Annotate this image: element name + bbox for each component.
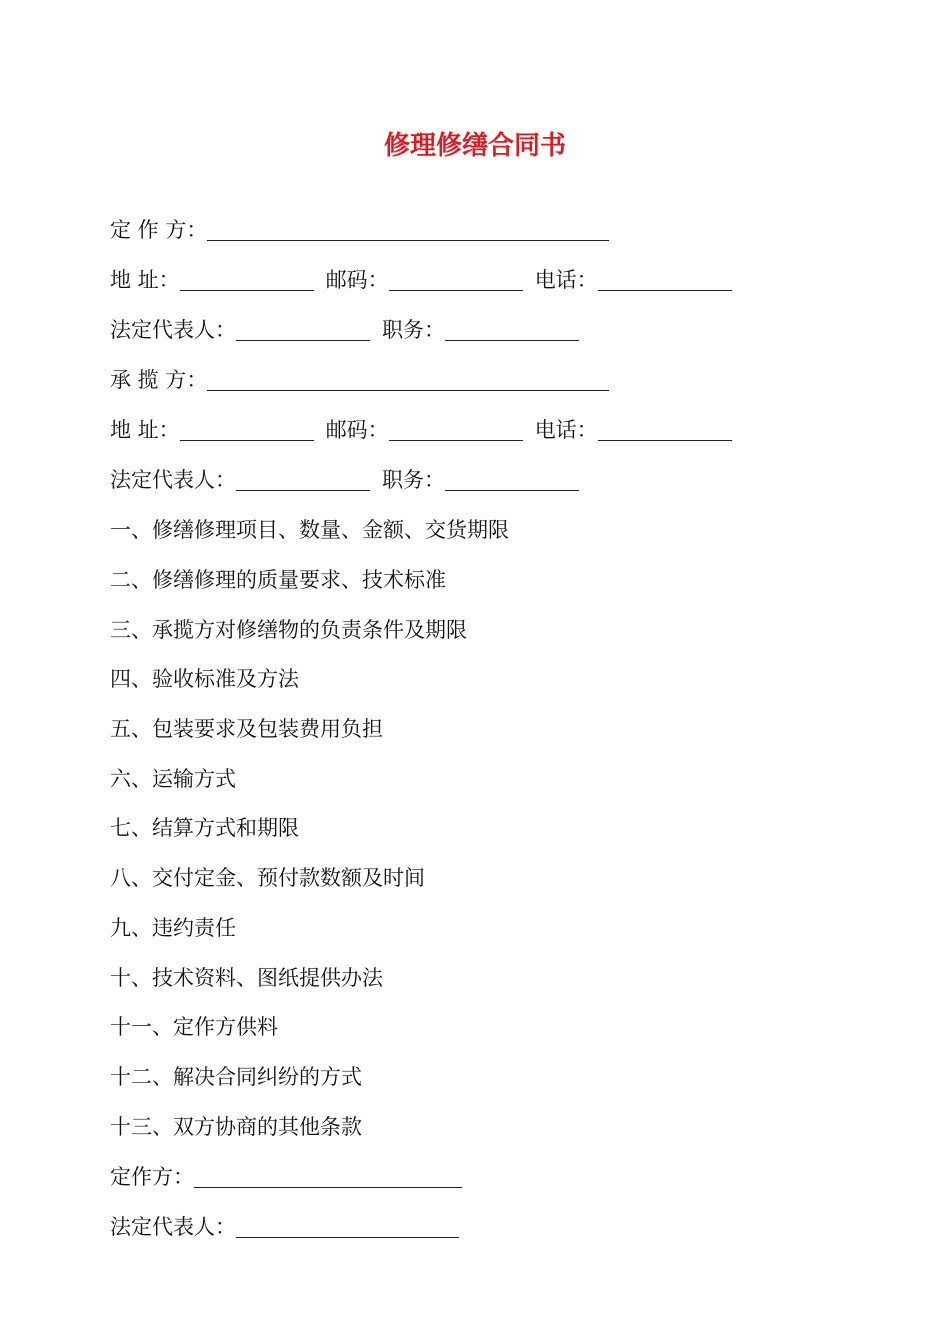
party-b-row — [110, 365, 609, 395]
party-b-label: 承 揽 方： — [110, 368, 208, 392]
signature-legal-rep-field[interactable] — [236, 1215, 459, 1238]
clause-item: 十一、定作方供料 — [110, 1015, 278, 1039]
party-b-address-field[interactable] — [180, 418, 314, 441]
party-a-name-field[interactable] — [207, 218, 609, 241]
signature-legal-rep-label: 法定代表人： — [110, 1215, 236, 1239]
party-b-name-field[interactable] — [207, 368, 609, 391]
clause-item: 十三、双方协商的其他条款 — [110, 1115, 362, 1139]
party-b-postcode-label: 邮码： — [325, 418, 389, 442]
party-a-postcode-field[interactable] — [389, 268, 523, 291]
party-a-rep-row — [110, 315, 579, 345]
signature-party-row — [110, 1162, 462, 1192]
clause-item: 四、验收标准及方法 — [110, 667, 299, 691]
clause-item: 五、包装要求及包装费用负担 — [110, 717, 383, 741]
party-a-address-field[interactable] — [180, 268, 314, 291]
document-title: 修理修缮合同书 — [383, 131, 566, 161]
party-a-phone-label: 电话： — [534, 268, 598, 292]
party-a-position-field[interactable] — [445, 318, 579, 341]
clause-item: 九、违约责任 — [110, 916, 236, 940]
clause-item: 七、结算方式和期限 — [110, 816, 299, 840]
party-a-contact-row — [110, 265, 732, 295]
signature-rep-row — [110, 1212, 459, 1242]
party-b-postcode-field[interactable] — [389, 418, 523, 441]
party-b-phone-label: 电话： — [534, 418, 598, 442]
clause-item: 一、修缮修理项目、数量、金额、交货期限 — [110, 518, 509, 542]
party-b-contact-row — [110, 415, 732, 445]
party-b-position-field[interactable] — [445, 468, 579, 491]
clause-item: 六、运输方式 — [110, 767, 236, 791]
party-a-phone-field[interactable] — [598, 268, 732, 291]
party-b-rep-row — [110, 465, 579, 495]
party-b-position-label: 职务： — [382, 468, 445, 492]
signature-party-label: 定作方： — [110, 1165, 194, 1189]
party-a-row — [110, 215, 609, 245]
party-a-legal-rep-field[interactable] — [236, 318, 370, 341]
party-b-legal-rep-field[interactable] — [236, 468, 370, 491]
clause-item: 十、技术资料、图纸提供办法 — [110, 966, 383, 990]
party-b-address-label: 地 址： — [110, 418, 180, 442]
party-a-postcode-label: 邮码： — [325, 268, 389, 292]
party-b-legal-rep-label: 法定代表人： — [110, 468, 236, 492]
clause-item: 十二、解决合同纠纷的方式 — [110, 1065, 362, 1089]
party-b-phone-field[interactable] — [598, 418, 732, 441]
signature-party-field[interactable] — [194, 1165, 462, 1188]
clause-item: 三、承揽方对修缮物的负责条件及期限 — [110, 618, 467, 642]
party-a-label: 定 作 方： — [110, 218, 208, 242]
clause-item: 二、修缮修理的质量要求、技术标准 — [110, 568, 446, 592]
party-a-position-label: 职务： — [382, 318, 445, 342]
party-a-address-label: 地 址： — [110, 268, 180, 292]
clause-item: 八、交付定金、预付款数额及时间 — [110, 866, 425, 890]
party-a-legal-rep-label: 法定代表人： — [110, 318, 236, 342]
